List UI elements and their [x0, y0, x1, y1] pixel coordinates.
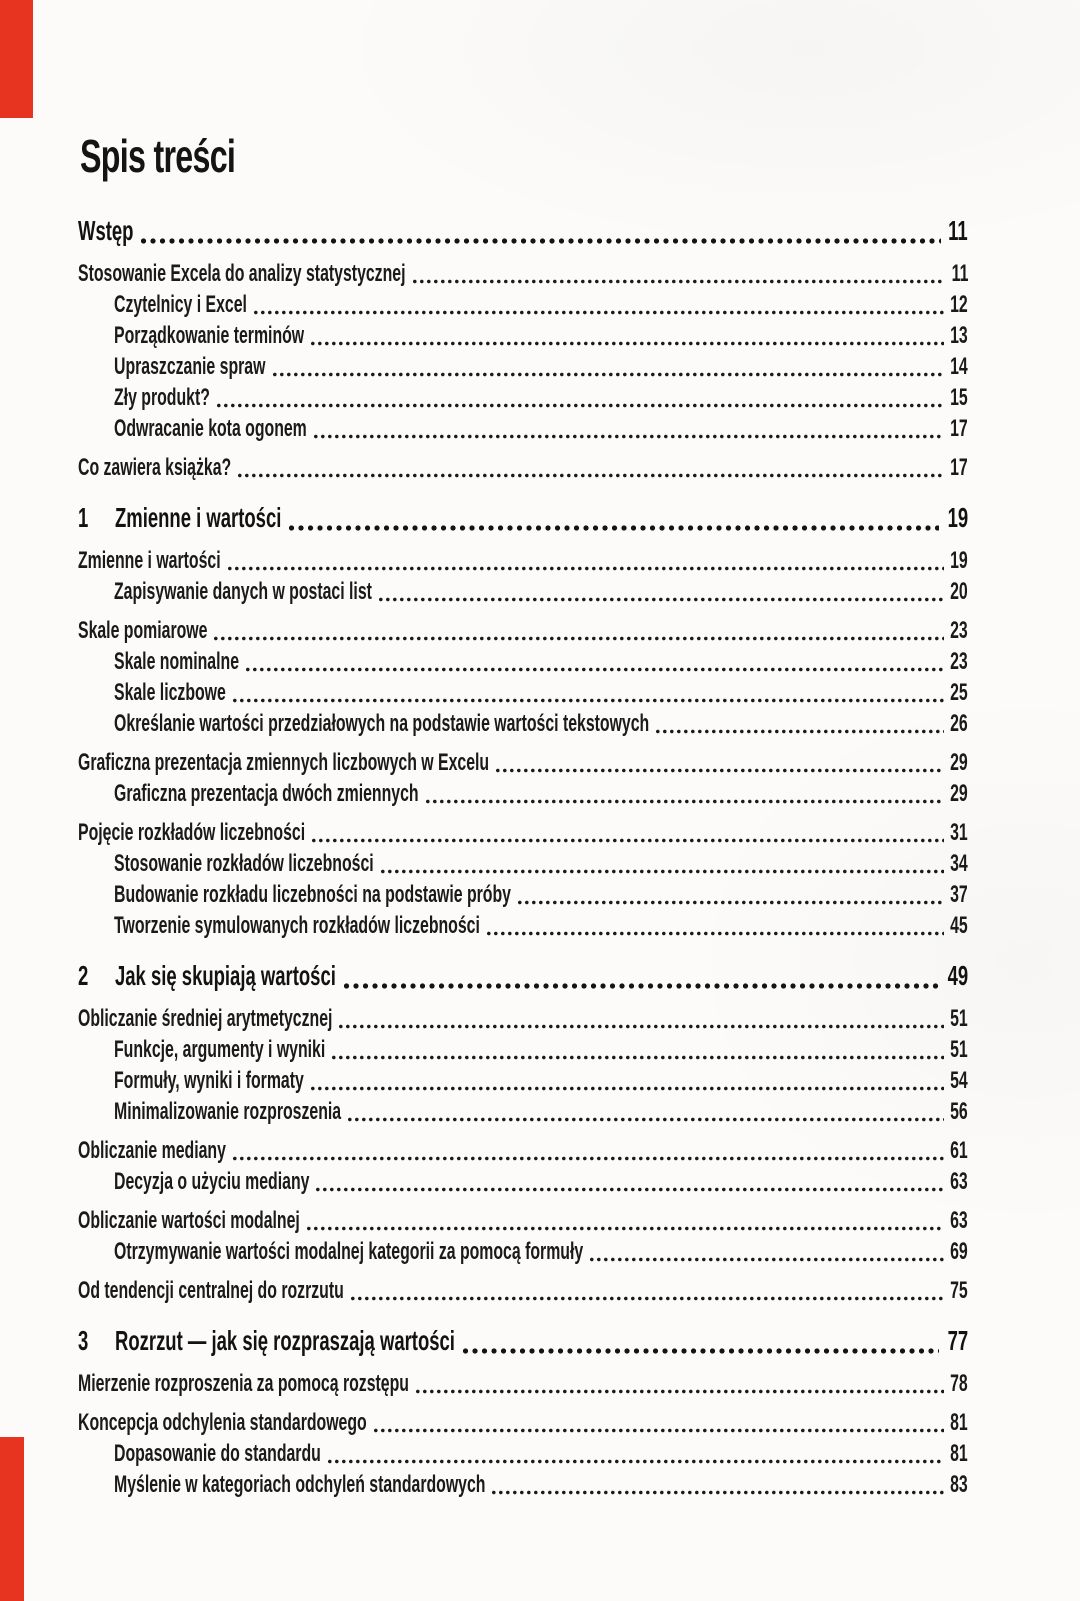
toc-page-number: 25 [950, 679, 968, 706]
toc-row [78, 1205, 968, 1236]
toc-page-number: 77 [947, 1325, 968, 1356]
toc-page-number: 75 [950, 1277, 968, 1304]
dot-leader [217, 403, 944, 408]
toc-page-number: 51 [950, 1036, 968, 1063]
toc-row [114, 289, 968, 320]
toc-entry-label: Stosowanie Excela do analizy statystycznej [78, 260, 406, 287]
toc-row [78, 817, 968, 848]
dot-leader [518, 900, 944, 905]
dot-leader [374, 1428, 945, 1433]
toc-page-number: 63 [950, 1207, 968, 1234]
toc-page-number: 19 [947, 502, 968, 533]
page-title: Spis treści [80, 129, 236, 182]
toc-page-number: 23 [950, 617, 968, 644]
toc-entry-label: Upraszczanie spraw [114, 353, 266, 380]
toc-row [114, 1166, 968, 1197]
toc-page-number: 17 [950, 415, 968, 442]
toc-page-number: 45 [950, 912, 968, 939]
toc-page-number: 23 [950, 648, 968, 675]
toc-entry-label: Skale pomiarowe [78, 617, 208, 644]
toc-row [114, 1236, 968, 1267]
toc-entry-label: Skale liczbowe [114, 679, 226, 706]
toc-page-number: 12 [950, 291, 968, 318]
toc-row [114, 646, 968, 677]
toc-row [78, 258, 968, 289]
toc-entry-label: Od tendencji centralnej do rozrzutu [78, 1277, 344, 1304]
toc-entry-label: Koncepcja odchylenia standardowego [78, 1409, 367, 1436]
dot-leader [289, 525, 939, 531]
toc-page-number: 11 [948, 215, 968, 246]
toc-page-number: 31 [950, 819, 968, 846]
toc-entry-label: Jak się skupiają wartości [115, 960, 336, 991]
dot-leader [463, 1348, 939, 1354]
chapter-number: 2 [78, 960, 89, 991]
dot-leader [238, 473, 944, 478]
toc-row [78, 212, 968, 250]
toc-entry-label: Zmienne i wartości [78, 547, 221, 574]
dot-leader [311, 1086, 945, 1091]
toc-entry-label: Budowanie rozkładu liczebności na podstawie próby [114, 881, 511, 908]
toc-entry-label: Określanie wartości przedziałowych na podstawie wartości tekstowych [114, 710, 650, 737]
toc-entry-label: Tworzenie symulowanych rozkładów liczebności [114, 912, 480, 939]
toc-entry-label: Graficzna prezentacja dwóch zmiennych [114, 780, 419, 807]
toc-page-number: 69 [950, 1238, 968, 1265]
dot-leader [307, 1226, 945, 1231]
toc-entry-label: Otrzymywanie wartości modalnej kategorii za pomocą formuły [114, 1238, 584, 1265]
toc-entry-label: Obliczanie wartości modalnej [78, 1207, 300, 1234]
toc-list [78, 196, 968, 1500]
red-edge-mark-top [0, 0, 33, 118]
toc-entry-label: Graficzna prezentacja zmiennych liczbowych w Excelu [78, 749, 490, 776]
toc-entry-label: Wstęp [78, 215, 134, 246]
toc-row [78, 1407, 968, 1438]
toc-entry-label: Pojęcie rozkładów liczebności [78, 819, 306, 846]
chapter-number: 1 [78, 502, 89, 533]
toc-row [114, 1438, 968, 1469]
dot-leader [416, 1389, 944, 1394]
dot-leader [344, 983, 940, 989]
toc-page-number: 34 [950, 850, 968, 877]
toc-row [78, 1275, 968, 1306]
toc-entry-label: Obliczanie średniej arytmetycznej [78, 1005, 333, 1032]
toc-page-number: 15 [950, 384, 968, 411]
dot-leader [141, 238, 940, 244]
toc-entry-label: Co zawiera książka? [78, 454, 232, 481]
dot-leader [339, 1024, 944, 1029]
toc-row [114, 576, 968, 607]
toc-row [114, 1096, 968, 1127]
toc-row [78, 1322, 968, 1360]
dot-leader [381, 869, 945, 874]
toc-entry-label: Funkcje, argumenty i wyniki [114, 1036, 326, 1063]
toc-page-number: 51 [950, 1005, 968, 1032]
dot-leader [273, 372, 945, 377]
dot-leader [214, 636, 944, 641]
dot-leader [233, 1156, 945, 1161]
toc-page-number: 56 [950, 1098, 968, 1125]
dot-leader [228, 566, 945, 571]
red-edge-mark-bottom [0, 1437, 24, 1601]
toc-entry-label: Stosowanie rozkładów liczebności [114, 850, 374, 877]
toc-entry-label: Minimalizowanie rozproszenia [114, 1098, 342, 1125]
dot-leader [233, 698, 945, 703]
toc-page-number: 81 [950, 1440, 968, 1467]
toc-entry-label: Mierzenie rozproszenia za pomocą rozstępu [78, 1370, 409, 1397]
dot-leader [314, 434, 945, 439]
dot-leader [590, 1257, 944, 1262]
chapter-number: 3 [78, 1325, 89, 1356]
toc-entry-label: Dopasowanie do standardu [114, 1440, 321, 1467]
toc-entry-label: Decyzja o użyciu mediany [114, 1168, 310, 1195]
dot-leader [332, 1055, 944, 1060]
toc-row [78, 545, 968, 576]
toc-page-number: 83 [950, 1471, 968, 1498]
dot-leader [311, 341, 944, 346]
toc-page-number: 11 [951, 260, 968, 287]
toc-entry-label: Formuły, wyniki i formaty [114, 1067, 304, 1094]
toc-page-number: 49 [947, 960, 968, 991]
toc-page-number: 29 [950, 780, 968, 807]
toc-row [78, 452, 968, 483]
dot-leader [316, 1187, 944, 1192]
dot-leader [254, 310, 944, 315]
toc-page-number: 81 [950, 1409, 968, 1436]
dot-leader [246, 667, 944, 672]
toc-page-number: 17 [950, 454, 968, 481]
toc-entry-label: Obliczanie mediany [78, 1137, 226, 1164]
dot-leader [496, 768, 944, 773]
toc-row [78, 1003, 968, 1034]
toc-entry-label: Skale nominalne [114, 648, 240, 675]
dot-leader [413, 279, 946, 284]
toc-page-number: 61 [950, 1137, 968, 1164]
toc-page-number: 19 [950, 547, 968, 574]
toc-page-number: 54 [950, 1067, 968, 1094]
toc-row [114, 848, 968, 879]
toc-row [78, 499, 968, 537]
dot-leader [379, 597, 945, 602]
toc-entry-label: Porządkowanie terminów [114, 322, 305, 349]
toc-row [114, 778, 968, 809]
toc-page-number: 29 [950, 749, 968, 776]
toc-entry-label: Zmienne i wartości [115, 502, 282, 533]
toc-row [114, 351, 968, 382]
dot-leader [351, 1296, 945, 1301]
toc-page-number: 13 [950, 322, 968, 349]
toc-entry-label: Rozrzut — jak się rozpraszają wartości [115, 1325, 455, 1356]
toc-row [78, 615, 968, 646]
toc-page-number: 78 [950, 1370, 968, 1397]
toc-row [114, 1034, 968, 1065]
dot-leader [328, 1459, 945, 1464]
toc-entry-label: Czytelnicy i Excel [114, 291, 247, 318]
toc-page-number: 20 [950, 578, 968, 605]
dot-leader [348, 1117, 944, 1122]
toc-page-number: 14 [950, 353, 968, 380]
toc-row [78, 1135, 968, 1166]
toc-row [114, 708, 968, 739]
dot-leader [487, 931, 944, 936]
toc-row [114, 413, 968, 444]
dot-leader [492, 1490, 944, 1495]
toc-page-number: 63 [950, 1168, 968, 1195]
toc-row [78, 747, 968, 778]
toc-entry-label: Zły produkt? [114, 384, 210, 411]
toc-row [114, 879, 968, 910]
toc-row [78, 1368, 968, 1399]
toc-entry-label: Zapisywanie danych w postaci list [114, 578, 372, 605]
toc-entry-label: Myślenie w kategoriach odchyleń standardowych [114, 1471, 486, 1498]
toc-row [78, 957, 968, 995]
toc-row [114, 320, 968, 351]
toc-row [114, 382, 968, 413]
toc-row [114, 677, 968, 708]
toc-page-number: 26 [950, 710, 968, 737]
dot-leader [656, 729, 944, 734]
dot-leader [312, 838, 944, 843]
toc-entry-label: Odwracanie kota ogonem [114, 415, 307, 442]
toc-row [114, 910, 968, 941]
toc-row [114, 1065, 968, 1096]
toc-row [114, 1469, 968, 1500]
dot-leader [426, 799, 945, 804]
toc-page-number: 37 [950, 881, 968, 908]
